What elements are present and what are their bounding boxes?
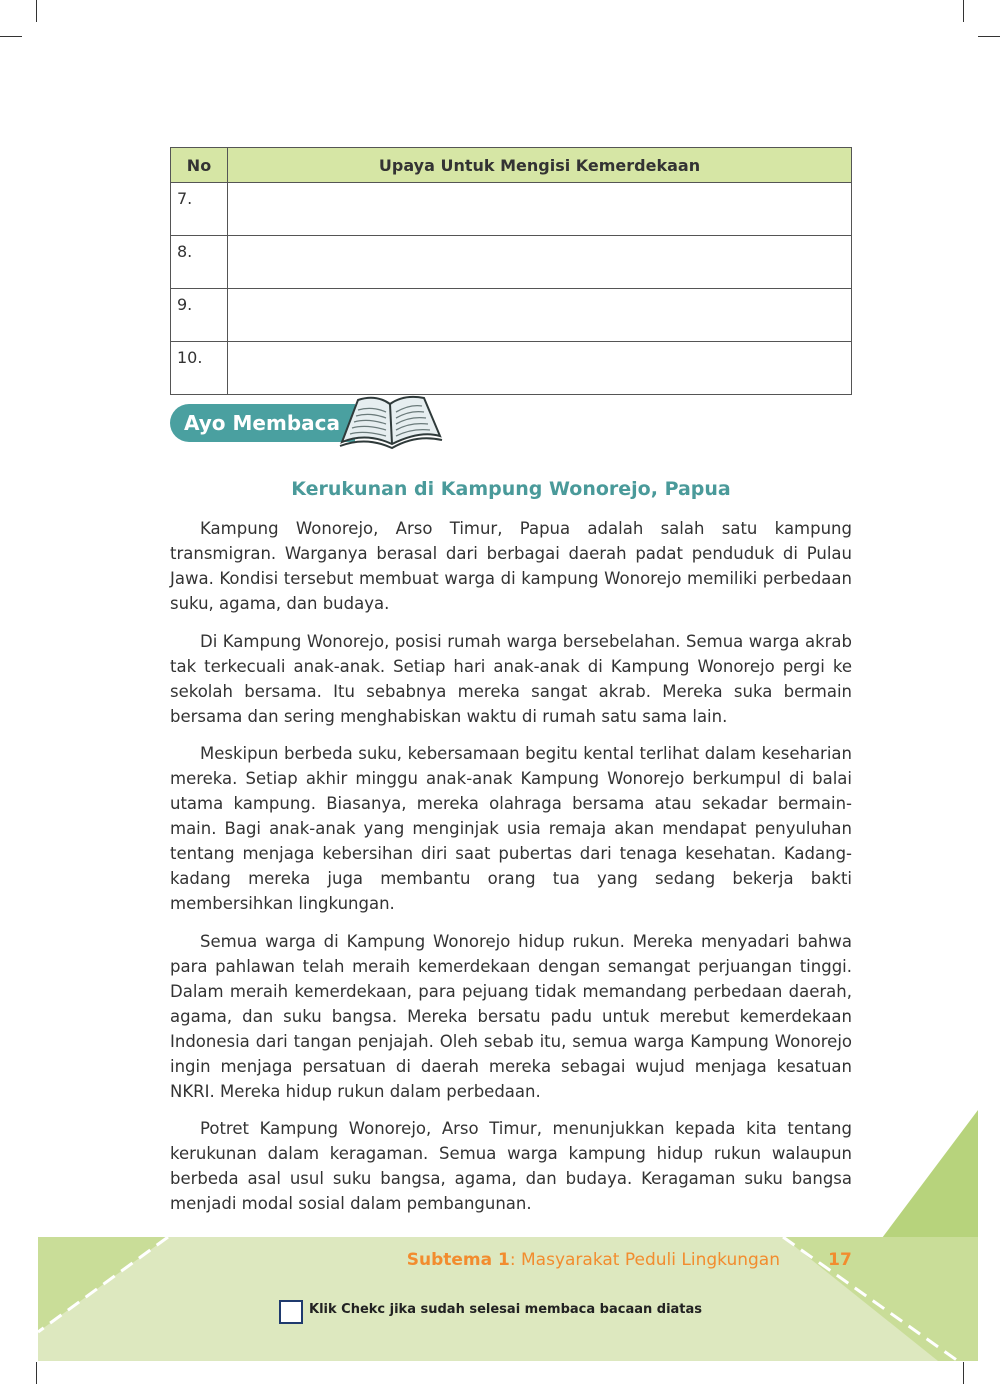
answer-cell[interactable] <box>228 236 852 289</box>
row-number: 9. <box>171 289 228 342</box>
answer-cell[interactable] <box>228 342 852 395</box>
article-body <box>170 516 852 1229</box>
table-row <box>171 236 852 289</box>
crop-mark <box>0 36 22 37</box>
completion-checkbox[interactable] <box>279 1300 303 1324</box>
table-header-row <box>171 148 852 183</box>
table-row <box>171 342 852 395</box>
subtema-title: : Masyarakat Peduli Lingkungan <box>509 1250 780 1270</box>
crop-mark <box>963 0 964 22</box>
answer-cell[interactable] <box>228 183 852 236</box>
column-header-no: No <box>171 148 228 183</box>
answer-cell[interactable] <box>228 289 852 342</box>
crop-mark <box>36 1362 37 1384</box>
paragraph: Kampung Wonorejo, Arso Timur, Papua adalah salah satu kampung transmigran. Warganya berasal dari berbagai daerah padat penduduk di Pulau Jawa. Kondisi tersebut membuat warga di kampung Wonorejo memiliki perbedaan suku, agama, dan budaya. <box>170 519 852 613</box>
open-book-icon <box>336 392 444 454</box>
paragraph: Semua warga di Kampung Wonorejo hidup rukun. Mereka menyadari bahwa para pahlawan telah meraih kemerdekaan dengan semangat perjuangan tinggi. Dalam meraih kemerdekaan, para pejuang tidak memandang perbedaan daerah, agama, dan suku bangsa. Mereka bersatu padu untuk merebut kemerdekaan Indonesia dari tangan penjajah. Oleh sebab itu, semua warga Kampung Wonorejo ingin menjaga persatuan di daerah mereka sebagai wujud menjaga kesatuan NKRI. Mereka hidup rukun dalam perbedaan. <box>170 931 852 1101</box>
crop-mark <box>978 36 1000 37</box>
table-row <box>171 183 852 236</box>
upaya-table <box>170 147 852 395</box>
section-badge: Ayo Membaca <box>170 404 355 442</box>
article-title: Kerukunan di Kampung Wonorejo, Papua <box>291 478 731 500</box>
table-row <box>171 289 852 342</box>
column-header-upaya: Upaya Untuk Mengisi Kemerdekaan <box>228 148 852 183</box>
crop-mark <box>963 1362 964 1384</box>
right-corner-decoration <box>880 1110 980 1240</box>
row-number: 8. <box>171 236 228 289</box>
paragraph: Meskipun berbeda suku, kebersamaan begitu kental terlihat dalam keseharian mereka. Setiap akhir minggu anak-anak Kampung Wonorejo berkumpul di balai utama kampung. Biasanya, mereka olahraga bersama atau sekadar bermain-main. Bagi anak-anak yang menginjak usia remaja akan mendapat penyuluhan tentang menjaga kebersihan diri saat pubertas dari tenaga kesehatan. Kadang-kadang mereka juga membantu orang tua yang sedang bekerja bakti membersihkan lingkungan. <box>170 744 852 913</box>
crop-mark <box>36 0 37 22</box>
paragraph: Potret Kampung Wonorejo, Arso Timur, menunjukkan kepada kita tentang kerukunan dalam keragaman. Semua warga kampung hidup rukun walaupun berbeda asal usul suku bangsa, agama, dan budaya. Keragaman suku bangsa menjadi modal sosial dalam pembangunan. <box>170 1119 852 1213</box>
paragraph: Di Kampung Wonorejo, posisi rumah warga bersebelahan. Semua warga akrab tak terkecuali anak-anak. Setiap hari anak-anak di Kampung Wonorejo pergi ke sekolah bersama. Itu sebabnya mereka sangat akrab. Mereka suka bermain bersama dan sering menghabiskan waktu di rumah satu sama lain. <box>170 631 852 726</box>
subtema-label: Subtema 1 <box>406 1250 510 1270</box>
row-number: 10. <box>171 342 228 395</box>
checkbox-label: Klik Chekc jika sudah selesai membaca bacaan diatas <box>309 1302 703 1317</box>
page-number: 17 <box>828 1250 852 1270</box>
subtema-footer <box>350 1250 780 1270</box>
row-number: 7. <box>171 183 228 236</box>
